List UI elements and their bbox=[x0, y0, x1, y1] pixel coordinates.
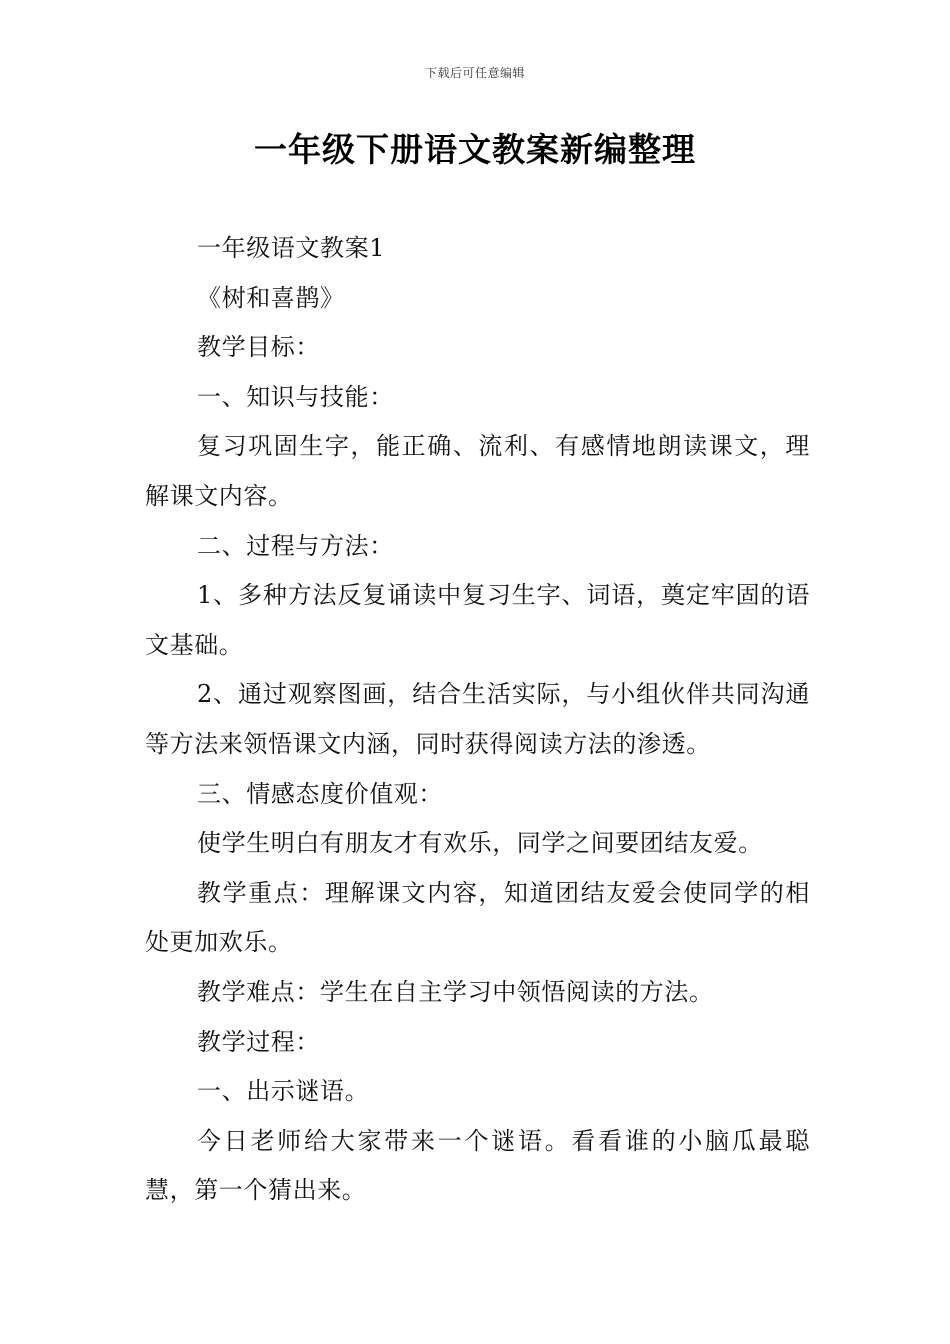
paragraph-riddle-heading: 一、出示谜语。 bbox=[197, 1077, 370, 1106]
paragraph-teaching-process: 教学过程： bbox=[197, 1027, 320, 1056]
paragraph-teaching-goals: 教学目标： bbox=[197, 333, 320, 362]
paragraph-method-2: 2、通过观察图画，结合生活实际，与小组伙伴共同沟通等方法来领悟课文内涵，同时获得阅读方法的渗透。 bbox=[145, 680, 810, 758]
paragraph-review-characters: 复习巩固生字，能正确、流利、有感情地朗读课文，理解课文内容。 bbox=[145, 432, 810, 510]
header-note: 下载后可任意编辑 bbox=[424, 66, 525, 80]
paragraph-key-point: 教学重点：理解课文内容，知道团结友爱会使同学的相处更加欢乐。 bbox=[145, 878, 810, 957]
paragraph-method-1: 1、多种方法反复诵读中复习生字、词语，奠定牢固的语文基础。 bbox=[145, 581, 810, 659]
paragraph-lesson-heading: 一年级语文教案1 bbox=[197, 234, 386, 262]
paragraph-difficult-point: 教学难点：学生在自主学习中领悟阅读的方法。 bbox=[197, 977, 714, 1006]
paragraph-process-methods: 二、过程与方法： bbox=[197, 531, 394, 560]
paragraph-emotion-values: 三、情感态度价值观： bbox=[197, 779, 443, 808]
paragraph-riddle-intro: 今日老师给大家带来一个谜语。看看谁的小脑瓜最聪慧，第一个猜出来。 bbox=[145, 1126, 810, 1205]
paragraph-text-title: 《树和喜鹊》 bbox=[197, 283, 345, 312]
document-title: 一年级下册语文教案新编整理 bbox=[254, 130, 696, 169]
paragraph-knowledge-skills: 一、知识与技能： bbox=[197, 382, 394, 411]
paragraph-friendship: 使学生明白有朋友才有欢乐，同学之间要团结友爱。 bbox=[197, 829, 763, 858]
document-body bbox=[145, 224, 810, 1216]
